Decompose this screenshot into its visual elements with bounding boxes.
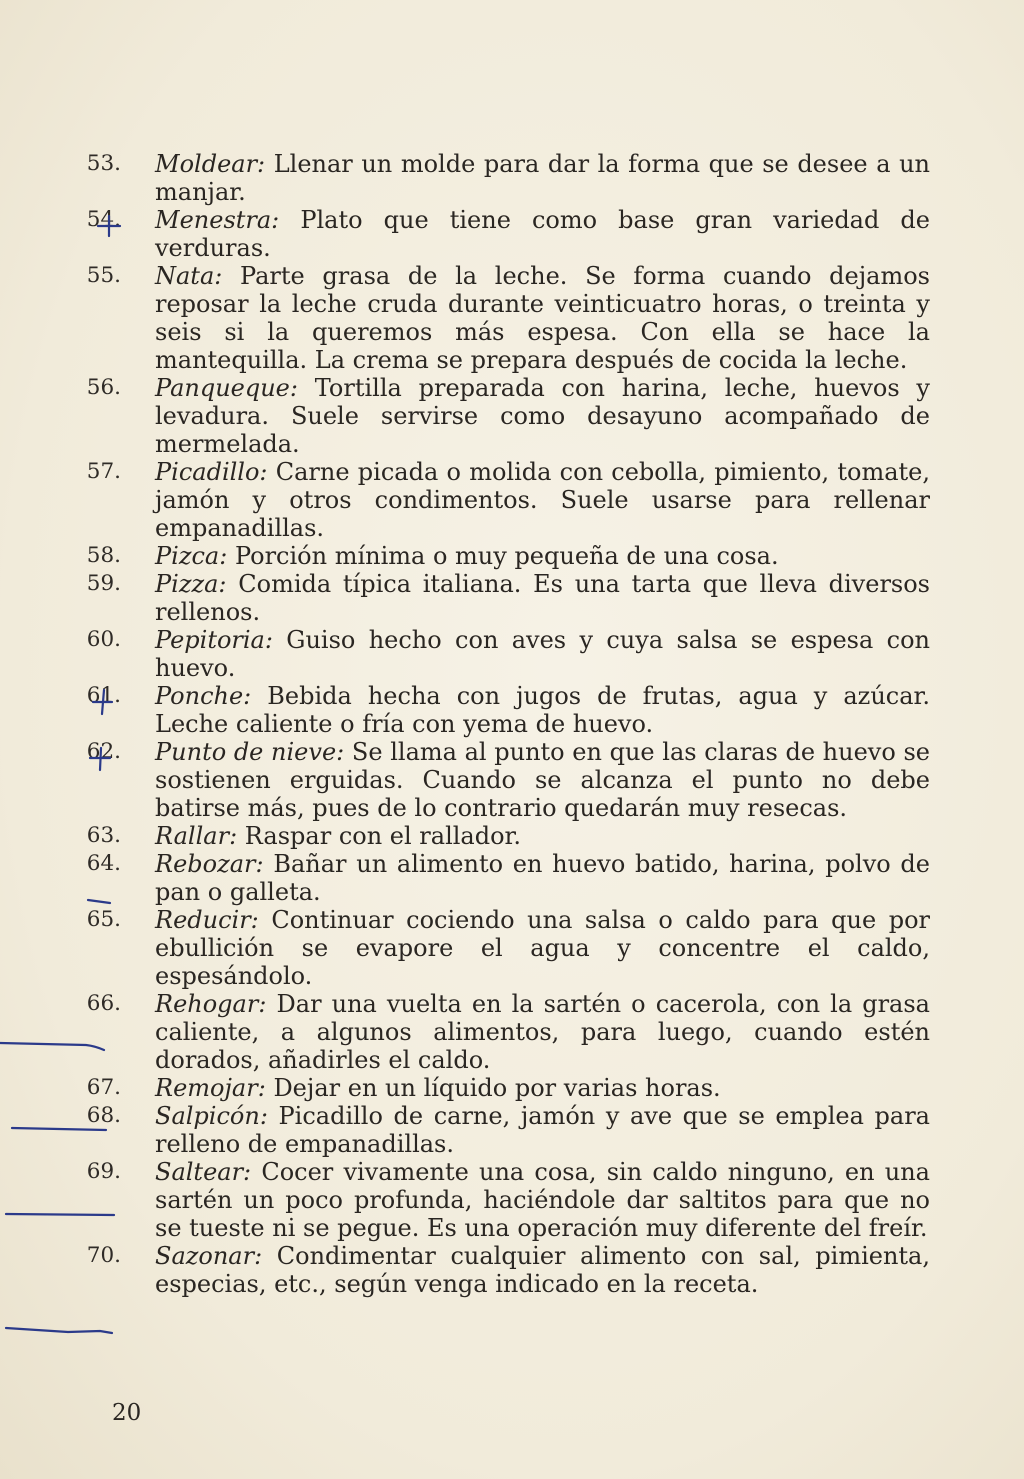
entry-text	[155, 262, 930, 374]
entry-term: Punto de nieve:	[155, 738, 345, 766]
entry-number: 56.	[86, 375, 121, 400]
entry-text	[155, 374, 930, 458]
entry-definition: Se llama al punto en que las claras de huevo se sostienen erguidas. Cuando se alcanza el punto no debe batirse más, pues de lo contrario quedarán muy resecas.	[155, 738, 930, 822]
entry-term: Saltear:	[155, 1158, 252, 1186]
entry-definition: Parte grasa de la leche. Se forma cuando dejamos reposar la leche cruda durante veinticuatro horas, o treinta y seis si la queremos más espesa. Con ella se hace la mantequilla. La crema se prepara después de cocida la leche.	[155, 262, 930, 374]
glossary-entry	[0, 906, 1024, 990]
entry-text	[155, 206, 930, 262]
entry-definition: Dar una vuelta en la sartén o cacerola, con la grasa caliente, a algunos alimentos, para luego, cuando estén dorados, añadirles el caldo.	[155, 990, 930, 1074]
entry-definition: Bañar un alimento en huevo batido, harina, polvo de pan o galleta.	[155, 850, 930, 906]
entry-text	[155, 990, 930, 1074]
entry-number: 69.	[86, 1159, 121, 1184]
entry-number: 58.	[86, 543, 121, 568]
pen-line-mark	[6, 1328, 112, 1333]
entry-text	[155, 150, 930, 206]
glossary-entry	[0, 682, 1024, 738]
entry-text	[155, 1242, 930, 1298]
entry-definition: Porción mínima o muy pequeña de una cosa.	[234, 542, 779, 570]
entry-term: Moldear:	[155, 150, 266, 178]
entry-text	[155, 458, 930, 542]
entry-number: 53.	[86, 151, 121, 176]
entry-term: Picadillo:	[155, 458, 268, 486]
glossary-entry	[0, 570, 1024, 626]
entry-number: 70.	[86, 1243, 121, 1268]
entry-number: 67.	[86, 1075, 121, 1100]
entry-term: Pizca:	[155, 542, 228, 570]
glossary-entry	[0, 542, 1024, 570]
entry-term: Sazonar:	[155, 1242, 263, 1270]
entry-text	[155, 682, 930, 738]
glossary-entry	[0, 1102, 1024, 1158]
glossary-entry	[0, 374, 1024, 458]
entry-definition: Carne picada o molida con cebolla, pimiento, tomate, jamón y otros condimentos. Suele usarse para rellenar empanadillas.	[155, 458, 930, 542]
entry-term: Rehogar:	[155, 990, 267, 1018]
entry-definition: Bebida hecha con jugos de frutas, agua y azúcar. Leche caliente o fría con yema de huevo.	[155, 682, 930, 738]
entry-term: Rebozar:	[155, 850, 264, 878]
glossary-entry	[0, 822, 1024, 850]
entry-text	[155, 738, 930, 822]
page-number: 20	[112, 1400, 142, 1426]
entry-term: Nata:	[155, 262, 223, 290]
entry-definition: Raspar con el rallador.	[244, 822, 522, 850]
entry-text	[155, 542, 930, 570]
entry-definition: Guiso hecho con aves y cuya salsa se espesa con huevo.	[155, 626, 930, 682]
glossary-entry	[0, 850, 1024, 906]
glossary-entry	[0, 626, 1024, 682]
entry-text	[155, 906, 930, 990]
glossary-entry	[0, 458, 1024, 542]
entry-definition: Picadillo de carne, jamón y ave que se emplea para relleno de empanadillas.	[155, 1102, 930, 1158]
entry-text	[155, 626, 930, 682]
entry-definition: Dejar en un líquido por varias horas.	[273, 1074, 721, 1102]
glossary-entry	[0, 738, 1024, 822]
entry-number: 61.	[86, 683, 121, 708]
entry-term: Remojar:	[155, 1074, 266, 1102]
entry-term: Reducir:	[155, 906, 259, 934]
entry-term: Menestra:	[155, 206, 280, 234]
glossary-entry	[0, 206, 1024, 262]
entry-definition: Condimentar cualquier alimento con sal, pimienta, especias, etc., según venga indicado en la receta.	[155, 1242, 930, 1298]
glossary-entry	[0, 1074, 1024, 1102]
entry-term: Salpicón:	[155, 1102, 268, 1130]
entry-term: Pizza:	[155, 570, 227, 598]
entry-definition: Plato que tiene como base gran variedad de verduras.	[155, 206, 930, 262]
entry-number: 66.	[86, 991, 121, 1016]
entry-number: 63.	[86, 823, 121, 848]
entry-number: 64.	[86, 851, 121, 876]
entry-definition: Comida típica italiana. Es una tarta que lleva diversos rellenos.	[155, 570, 930, 626]
entry-text	[155, 570, 930, 626]
glossary-entry	[0, 262, 1024, 374]
entry-number: 57.	[86, 459, 121, 484]
entry-number: 55.	[86, 263, 121, 288]
entry-text	[155, 822, 930, 850]
entry-text	[155, 850, 930, 906]
entry-term: Ponche:	[155, 682, 252, 710]
entry-definition: Continuar cociendo una salsa o caldo para que por ebullición se evapore el agua y concentre el caldo, espesándolo.	[155, 906, 930, 990]
entry-term: Pepitoria:	[155, 626, 273, 654]
glossary-entry	[0, 1242, 1024, 1298]
entry-definition: Llenar un molde para dar la forma que se desee a un manjar.	[155, 150, 930, 206]
entry-number: 54.	[86, 207, 121, 232]
entry-number: 59.	[86, 571, 121, 596]
entry-definition: Cocer vivamente una cosa, sin caldo ninguno, en una sartén un poco profunda, haciéndole dar saltitos para que no se tueste ni se pegue. Es una operación muy diferente del freír.	[155, 1158, 930, 1242]
glossary-entry	[0, 1158, 1024, 1242]
entry-text	[155, 1158, 930, 1242]
glossary-entry	[0, 150, 1024, 206]
entry-definition: Tortilla preparada con harina, leche, huevos y levadura. Suele servirse como desayuno acompañado de mermelada.	[155, 374, 930, 458]
glossary-list	[0, 150, 1024, 1298]
entry-number: 62.	[86, 739, 121, 764]
entry-term: Rallar:	[155, 822, 238, 850]
glossary-entry	[0, 990, 1024, 1074]
entry-number: 65.	[86, 907, 121, 932]
entry-text	[155, 1074, 930, 1102]
entry-text	[155, 1102, 930, 1158]
entry-number: 68.	[86, 1103, 121, 1128]
entry-term: Panqueque:	[155, 374, 298, 402]
entry-number: 60.	[86, 627, 121, 652]
